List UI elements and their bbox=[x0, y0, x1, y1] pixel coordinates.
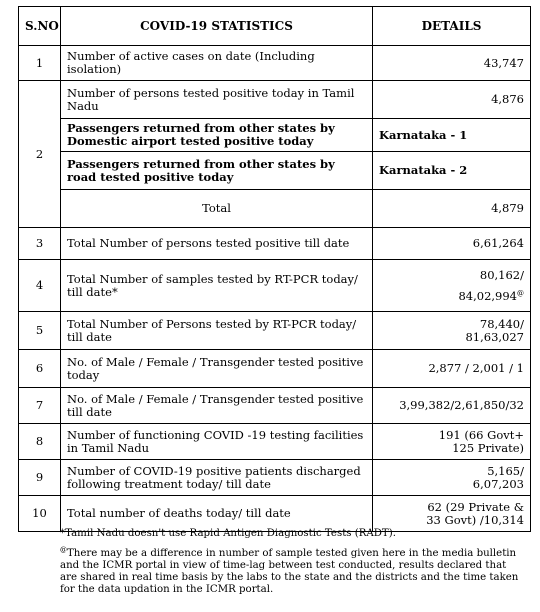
footnote-mark: @ bbox=[517, 288, 524, 297]
row-value: 6,61,264 bbox=[373, 228, 531, 260]
row-number: 4 bbox=[19, 260, 61, 312]
row-label: Passengers returned from other states by road tested positive today bbox=[61, 152, 373, 190]
row-value bbox=[373, 496, 531, 532]
row-number: 1 bbox=[19, 46, 61, 81]
table-row bbox=[19, 228, 531, 260]
value-line-1: 78,440/ bbox=[479, 316, 524, 331]
row-value bbox=[373, 312, 531, 350]
value-line-2: 81,63,027 bbox=[465, 329, 524, 344]
value-line-1: 80,162/ bbox=[479, 267, 524, 282]
footnote-icmr-text: There may be a difference in number of sample tested given here in the media bulletin and the ICMR portal in view of time-lag between test conducted, results declared that are shared in real time basis by the labs to the state and the districts and the time taken for the data updation in the ICMR portal. bbox=[60, 548, 519, 595]
value-line-2: 125 Private) bbox=[452, 440, 524, 455]
table-row bbox=[19, 190, 531, 228]
row-number: 8 bbox=[19, 424, 61, 460]
value-line-1: 5,165/ bbox=[487, 463, 524, 478]
header-details: DETAILS bbox=[373, 7, 531, 46]
value-line-2: 84,02,994 bbox=[458, 288, 517, 303]
row-number: 6 bbox=[19, 350, 61, 388]
row-value: 2,877 / 2,001 / 1 bbox=[373, 350, 531, 388]
row-label: Total Number of Persons tested by RT-PCR today/ till date bbox=[61, 312, 373, 350]
value-line-1: 191 (66 Govt+ bbox=[438, 427, 524, 442]
table-row bbox=[19, 81, 531, 119]
row-value bbox=[373, 260, 531, 312]
table-row bbox=[19, 388, 531, 424]
table-row bbox=[19, 119, 531, 152]
row-label: Total bbox=[61, 190, 373, 228]
row-number: 3 bbox=[19, 228, 61, 260]
value-line-1: 62 (29 Private & bbox=[427, 499, 524, 514]
row-number: 7 bbox=[19, 388, 61, 424]
table-row bbox=[19, 424, 531, 460]
covid-statistics-table bbox=[18, 6, 531, 532]
value-line-2: 6,07,203 bbox=[472, 476, 524, 491]
footnote-radt: *Tamil Nadu doesn't use Rapid Antigen Diagnostic Tests (RADT). bbox=[60, 528, 396, 539]
row-number: 2 bbox=[19, 81, 61, 228]
table-row bbox=[19, 312, 531, 350]
header-row bbox=[19, 7, 531, 46]
table-row bbox=[19, 46, 531, 81]
row-number: 5 bbox=[19, 312, 61, 350]
row-value: Karnataka - 1 bbox=[373, 119, 531, 152]
header-sno: S.NO bbox=[19, 7, 61, 46]
row-label: Number of active cases on date (Including isolation) bbox=[61, 46, 373, 81]
row-value: 4,879 bbox=[373, 190, 531, 228]
table-row bbox=[19, 496, 531, 532]
row-label: Total Number of samples tested by RT-PCR today/ till date* bbox=[61, 260, 373, 312]
value-line-2-wrap bbox=[379, 290, 524, 303]
row-value: 43,747 bbox=[373, 46, 531, 81]
row-value: Karnataka - 2 bbox=[373, 152, 531, 190]
footnotes bbox=[60, 528, 522, 604]
value-line-2: 33 Govt) /10,314 bbox=[426, 512, 524, 527]
row-value: 3,99,382/2,61,850/32 bbox=[373, 388, 531, 424]
row-label: No. of Male / Female / Transgender tested positive today bbox=[61, 350, 373, 388]
row-value bbox=[373, 460, 531, 496]
table-row bbox=[19, 460, 531, 496]
row-label: Total Number of persons tested positive till date bbox=[61, 228, 373, 260]
table-row bbox=[19, 350, 531, 388]
row-number: 10 bbox=[19, 496, 61, 532]
row-label: Number of persons tested positive today in Tamil Nadu bbox=[61, 81, 373, 119]
row-value bbox=[373, 424, 531, 460]
row-label: Passengers returned from other states by Domestic airport tested positive today bbox=[61, 119, 373, 152]
row-label: Number of COVID-19 positive patients discharged following treatment today/ till date bbox=[61, 460, 373, 496]
footnote-mark: @ bbox=[60, 545, 67, 554]
row-number: 9 bbox=[19, 460, 61, 496]
row-label: Total number of deaths today/ till date bbox=[61, 496, 373, 532]
table-row bbox=[19, 152, 531, 190]
row-label: Number of functioning COVID -19 testing facilities in Tamil Nadu bbox=[61, 424, 373, 460]
row-value: 4,876 bbox=[373, 81, 531, 119]
table-row bbox=[19, 260, 531, 312]
header-covid-statistics: COVID-19 STATISTICS bbox=[61, 7, 373, 46]
footnote-icmr bbox=[60, 545, 522, 596]
row-label: No. of Male / Female / Transgender tested positive till date bbox=[61, 388, 373, 424]
